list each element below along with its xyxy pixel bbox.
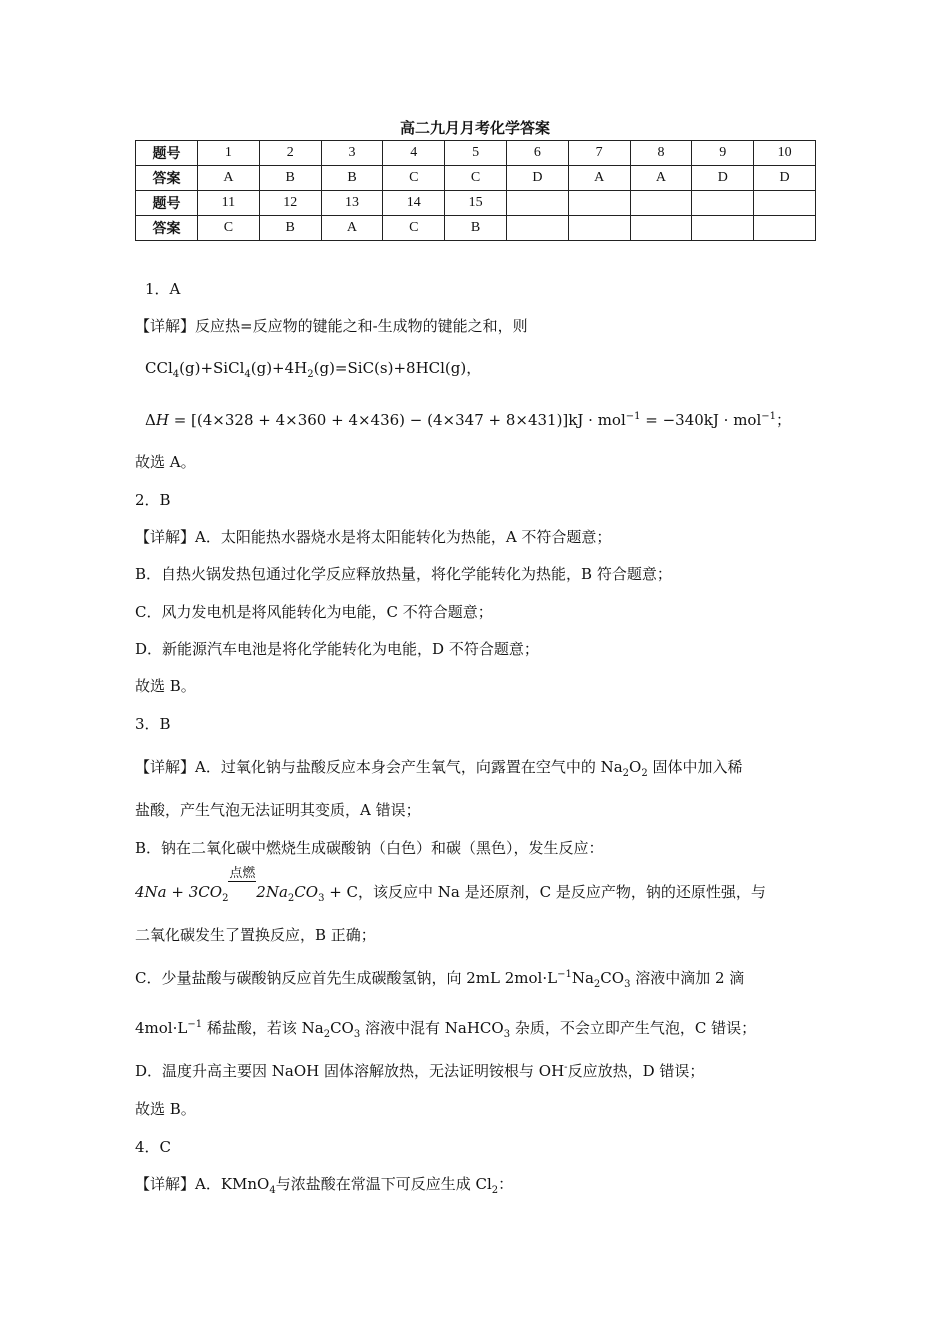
table-cell: C [383,216,445,241]
table-cell [630,191,692,216]
page-title: 高二九月月考化学答案 [399,119,550,137]
q3-option-a-line2: 盐酸，产生气泡无法证明其变质，A 错误； [135,801,421,819]
q3-option-a-line1: 【详解】A．过氧化钠与盐酸反应本身会产生氧气，向露置在空气中的 $Na_2O_2$ 固体中加入稀 [135,758,743,779]
table-cell: B [445,216,507,241]
table-cell: 1 [198,141,260,166]
q3-option-c-line2: $4mol\cdot L^{-1}$ 稀盐酸，若该 $Na_2CO_3$ 溶液中混有 NaHCO$_3$ 杂质，不会立即产生气泡，C 错误； [135,1019,757,1040]
q4-heading: 4．C [135,1138,172,1156]
table-cell [692,216,754,241]
table-header-cell: 题号 [136,141,198,166]
q3-option-b-equation: $4Na + 3CO_2$ 点燃 $2Na_2CO_3 + C$，该反应中 Na 是还原剂，C 是反应产物，钠的还原性强，与 [135,866,766,904]
table-cell [630,216,692,241]
table-cell: C [445,166,507,191]
table-row [136,191,816,216]
table-cell: A [321,216,383,241]
q3-option-b-line1: B．钠在二氧化碳中燃烧生成碳酸钠（白色）和碳（黑色），发生反应： [135,839,604,857]
q3-option-d: D．温度升高主要因 NaOH 固体溶解放热，无法证明铵根与 OH-反应放热，D 错误； [135,1062,705,1080]
table-cell: A [630,166,692,191]
table-cell: B [259,216,321,241]
table-cell: 12 [259,191,321,216]
q1-detail: 【详解】反应热=反应物的键能之和-生成物的键能之和，则 [135,317,528,335]
table-cell [506,191,568,216]
q4-option-a: 【详解】A．KMnO$_4$与浓盐酸在常温下可反应生成 $Cl_2$： [135,1175,514,1196]
table-cell: B [321,166,383,191]
q1-conclusion: 故选 A。 [135,453,196,471]
table-cell: D [692,166,754,191]
table-cell [754,216,816,241]
table-header-cell: 答案 [136,216,198,241]
table-cell: 4 [383,141,445,166]
table-cell: C [383,166,445,191]
table-cell: 5 [445,141,507,166]
q3-option-b-line3: 二氧化碳发生了置换反应，B 正确； [135,926,376,944]
q3-conclusion: 故选 B。 [135,1100,196,1118]
table-cell: 8 [630,141,692,166]
q2-option-b: B．自热火锅发热包通过化学反应释放热量，将化学能转化为热能，B 符合题意； [135,565,672,583]
table-cell: 2 [259,141,321,166]
table-cell: B [259,166,321,191]
table-header-cell: 题号 [136,191,198,216]
table-cell [692,191,754,216]
reaction-condition: 点燃 [229,866,256,881]
q2-conclusion: 故选 B。 [135,677,196,695]
table-header-cell: 答案 [136,166,198,191]
q2-option-d: D．新能源汽车电池是将化学能转化为电能，D 不符合题意； [135,640,539,658]
table-cell: 9 [692,141,754,166]
table-cell: A [568,166,630,191]
q2-option-c: C．风力发电机是将风能转化为电能，C 不符合题意； [135,603,493,621]
table-cell: 7 [568,141,630,166]
table-cell: C [198,216,260,241]
table-row [136,216,816,241]
q3-option-c-line1: C．少量盐酸与碳酸钠反应首先生成碳酸氢钠，向 2mL $2mol\cdot L^{-1}Na_2CO_3$ 溶液中滴加 2 滴 [135,969,745,990]
table-cell [506,216,568,241]
table-cell: 13 [321,191,383,216]
answer-table [135,140,816,241]
q1-heading: 1．A [145,280,181,298]
table-cell: 6 [506,141,568,166]
table-cell: D [754,166,816,191]
table-cell: 11 [198,191,260,216]
table-row [136,141,816,166]
table-cell: D [506,166,568,191]
q1-enthalpy-formula: ΔH = [(4×328 + 4×360 + 4×436) − (4×347 + 8×431)]kJ · mol$^{-1}$ = −340kJ · mol$^{-1}$； [145,411,792,429]
table-cell: 14 [383,191,445,216]
table-cell: 15 [445,191,507,216]
q3-heading: 3．B [135,715,171,733]
table-cell: A [198,166,260,191]
table-cell [754,191,816,216]
table-cell [568,191,630,216]
table-cell: 10 [754,141,816,166]
q2-heading: 2．B [135,491,171,509]
table-row [136,166,816,191]
table-cell [568,216,630,241]
q2-option-a: 【详解】A．太阳能热水器烧水是将太阳能转化为热能，A 不符合题意； [135,528,612,546]
table-cell: 3 [321,141,383,166]
q1-equation: $CCl_4(g)+SiCl_4(g)+4H_2(g)=SiC(s)+8HCl(g)$， [145,359,482,380]
